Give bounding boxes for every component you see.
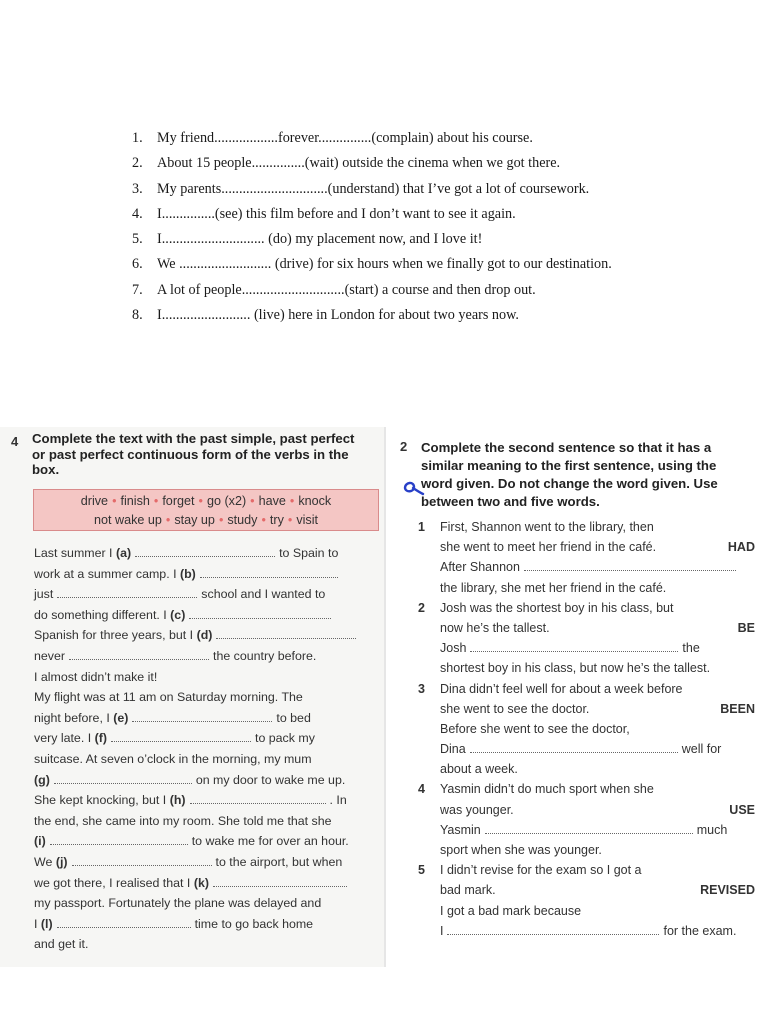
text-line: and get it. xyxy=(34,937,89,952)
text-line: (i) to wake me for over an hour. xyxy=(34,834,349,849)
answer-gap[interactable] xyxy=(470,639,678,652)
text-line: (g) on my door to wake me up. xyxy=(34,772,346,787)
verb: stay up xyxy=(174,512,215,527)
bullet-separator: • xyxy=(198,494,203,508)
verb: finish xyxy=(120,494,150,508)
answer-gap[interactable] xyxy=(189,606,331,619)
grammar-sentence-list xyxy=(132,128,732,330)
text-line: Last summer I (a) to Spain to xyxy=(34,546,339,560)
list-item: 5. I............................. (do) my placement now, and I love it! xyxy=(132,231,483,248)
answer-line: Before she went to see the doctor, xyxy=(440,721,630,736)
list-item: 2 Josh was the shortest boy in his class, but xyxy=(418,600,674,615)
keyword-label: REVISED xyxy=(700,883,755,898)
transformation-items xyxy=(420,517,755,941)
list-item: 5 I didn’t revise for the exam so I got a xyxy=(418,863,642,878)
verb-box xyxy=(33,489,379,531)
gap-fill-text xyxy=(34,543,380,955)
list-item: 2. About 15 people...............(wait) outside the cinema when we got there. xyxy=(132,155,561,172)
verb: knock xyxy=(298,494,332,508)
list-item: 8. I......................... (live) here in London for about two years now. xyxy=(132,307,519,324)
keyword-label: BEEN xyxy=(720,701,755,716)
text-line: My flight was at 11 am on Saturday morning. The xyxy=(34,690,303,705)
answer-gap[interactable] xyxy=(111,729,251,742)
text-line: never the country before. xyxy=(34,648,317,663)
answer-line: Josh the xyxy=(440,641,700,656)
keyword-label: BE xyxy=(737,620,755,635)
keyword-label: USE xyxy=(729,802,755,817)
list-item: 6. We .......................... (drive) for six hours when we finally got to our destination. xyxy=(132,256,612,273)
answer-gap[interactable] xyxy=(54,771,192,784)
verb: not wake up xyxy=(93,512,162,527)
text-line: my passport. Fortunately the plane was delayed and xyxy=(34,896,322,911)
text-line: very late. I (f) to pack my xyxy=(34,731,315,746)
bullet-separator: • xyxy=(153,494,159,508)
verb: drive xyxy=(80,494,109,508)
text-line: I almost didn’t make it! xyxy=(34,669,158,684)
answer-gap[interactable] xyxy=(190,791,326,804)
exercise-instruction: Complete the text with the past simple, past perfect or past perfect continuous form of the verbs in the box. xyxy=(32,431,355,477)
list-item: bad mark. REVISED xyxy=(420,880,755,900)
verb: study xyxy=(227,512,258,527)
list-item: 3 Dina didn’t feel well for about a week before xyxy=(418,681,683,696)
answer-gap[interactable] xyxy=(213,874,347,887)
answer-line: Dina well for xyxy=(440,742,722,757)
text-line: do something different. I (c) xyxy=(34,605,380,626)
text-line: the end, she came into my room. She told me that she xyxy=(34,813,332,828)
list-item: she went to meet her friend in the café. HAD xyxy=(420,537,755,557)
list-item: 1. My friend..................forever...............(complain) about his course. xyxy=(132,130,533,146)
list-item: 3. My parents..............................(understand) that I’ve got a lot of coursework. xyxy=(132,180,590,197)
list-item: now he’s the tallest. BE xyxy=(420,618,755,638)
bullet-separator: • xyxy=(287,512,293,527)
list-item: 7. A lot of people.............................(start) a course and then drop out. xyxy=(132,281,536,298)
answer-line: I got a bad mark because xyxy=(440,903,582,918)
answer-gap[interactable] xyxy=(132,709,272,722)
list-item: 4 Yasmin didn’t do much sport when she xyxy=(418,782,654,797)
answer-gap[interactable] xyxy=(69,647,209,660)
answer-gap[interactable] xyxy=(470,740,678,753)
answer-gap[interactable] xyxy=(447,922,659,935)
answer-line: I for the exam. xyxy=(440,923,737,938)
text-line: suitcase. At seven o’clock in the morning, my mum xyxy=(34,751,312,766)
answer-line: sport when she was younger. xyxy=(440,843,602,857)
list-item: 4. I...............(see) this film before and I don’t want to see it again. xyxy=(132,205,516,222)
verb-row-2 xyxy=(34,511,378,530)
bullet-separator: • xyxy=(218,512,224,527)
bullet-separator: • xyxy=(289,494,295,508)
answer-gap[interactable] xyxy=(485,821,693,834)
answer-line: the library, she met her friend in the café. xyxy=(440,580,667,595)
text-line: She kept knocking, but I (h) . In xyxy=(34,793,347,808)
bullet-separator: • xyxy=(165,512,171,527)
text-line: work at a summer camp. I (b) xyxy=(34,564,380,585)
text-line: We (j) to the airport, but when xyxy=(34,854,343,869)
answer-gap[interactable] xyxy=(200,565,338,578)
text-line: we got there, I realised that I (k) xyxy=(34,873,380,894)
keyword-label: HAD xyxy=(727,540,755,555)
exercise-instruction: Complete the second sentence so that it has a similar meaning to the first sentence, using the word given. Do not change the word given. Use between two and five words. xyxy=(421,440,718,509)
text-line: just school and I wanted to xyxy=(34,587,326,602)
exercise-number: 2 xyxy=(400,439,408,454)
exercise-2-panel xyxy=(384,427,768,967)
answer-gap[interactable] xyxy=(135,544,275,557)
answer-gap[interactable] xyxy=(57,915,191,928)
answer-line: shortest boy in his class, but now he’s the tallest. xyxy=(440,661,711,676)
text-line: Spanish for three years, but I (d) xyxy=(34,625,380,646)
verb: visit xyxy=(296,512,319,527)
verb: go (x2) xyxy=(206,494,247,508)
answer-line: After Shannon xyxy=(420,557,755,577)
verb: have xyxy=(258,494,286,508)
list-item: she went to see the doctor. BEEN xyxy=(420,699,755,719)
answer-line: Yasmin much xyxy=(440,822,728,837)
verb-row-1 xyxy=(34,492,378,511)
answer-gap[interactable] xyxy=(216,626,356,639)
text-line: I (l) time to go back home xyxy=(34,916,314,931)
verb: try xyxy=(269,512,284,527)
verb: forget xyxy=(162,494,195,508)
bullet-separator: • xyxy=(250,494,255,508)
exercise-number: 4 xyxy=(11,434,19,449)
answer-gap[interactable] xyxy=(524,558,736,571)
pen-annotation-icon xyxy=(402,479,426,497)
answer-gap[interactable] xyxy=(57,585,197,598)
bullet-separator: • xyxy=(261,512,266,527)
answer-gap[interactable] xyxy=(72,853,212,866)
exercise-4-panel xyxy=(0,427,392,967)
bullet-separator: • xyxy=(112,494,117,508)
answer-gap[interactable] xyxy=(50,832,188,845)
list-item: 1 First, Shannon went to the library, then xyxy=(418,520,654,534)
text-line: night before, I (e) to bed xyxy=(34,710,311,725)
answer-line: about a week. xyxy=(440,762,518,777)
list-item: was younger. USE xyxy=(420,800,755,820)
